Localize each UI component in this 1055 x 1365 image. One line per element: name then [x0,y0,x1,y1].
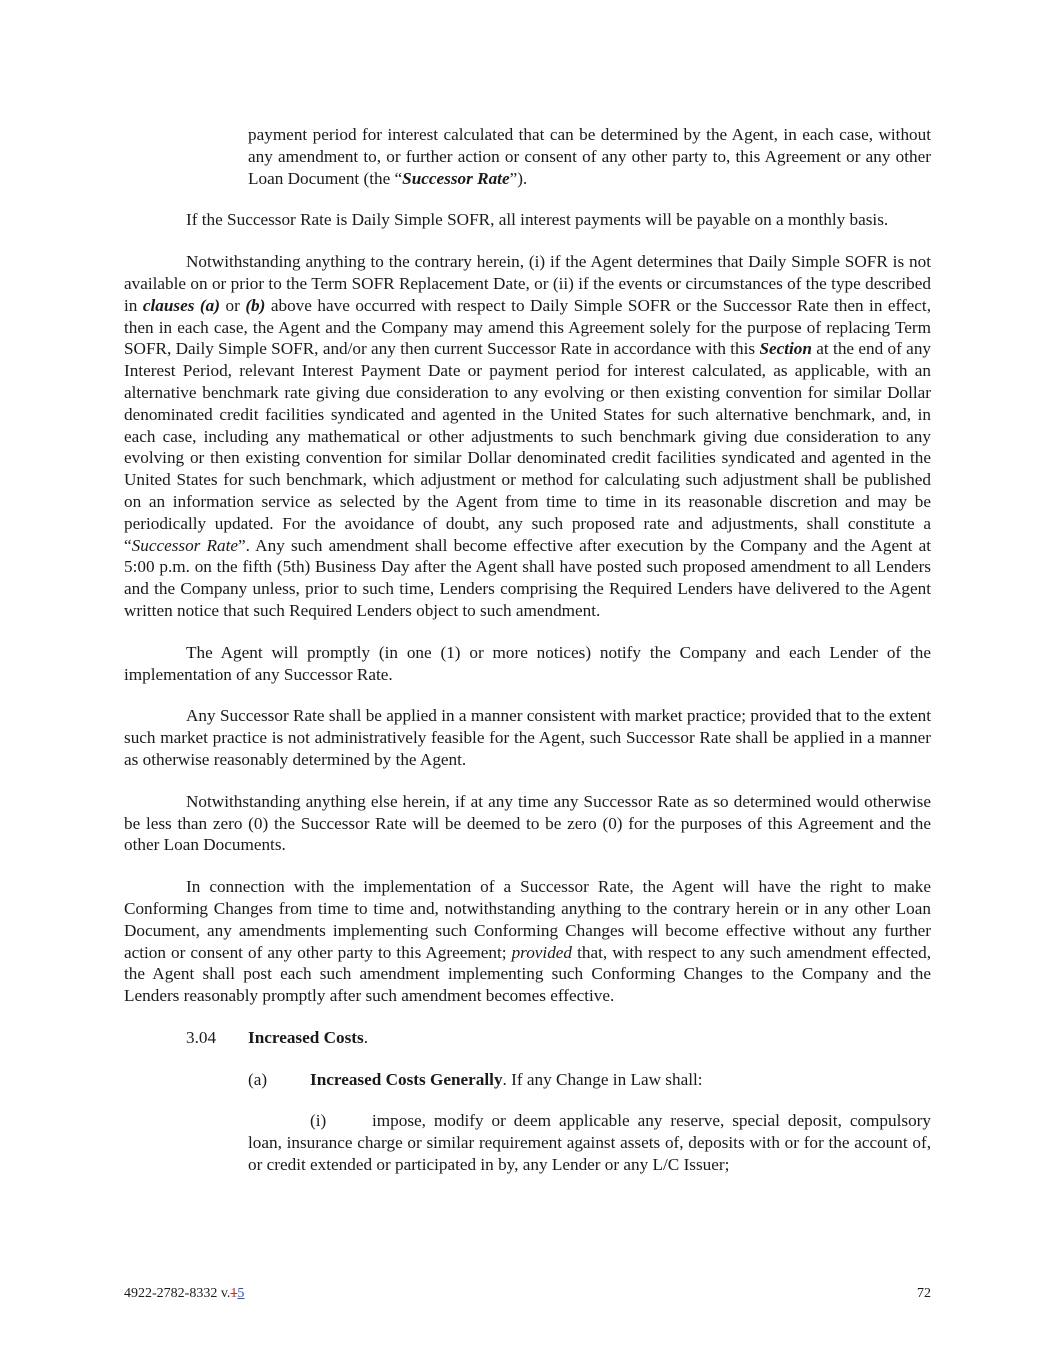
paragraph-notwithstanding [124,251,931,622]
provided-term: provided [511,942,573,962]
subsection-text: . If any Change in Law shall: [502,1069,703,1089]
paragraph-text: at the end of any Interest Period, relevant Interest Payment Date or payment period for interest calculated, as applicable, with an alternative benchmark rate giving due consideration to any evolving or then existing convention for similar Dollar denominated credit facilities syndicated and agented in the United States for such alternative benchmark, and, in each case, including any mathematical or other adjustments to such benchmark giving due consideration to any evolving or then existing convention for similar Dollar denominated credit facilities syndicated and agented in the United States for such benchmark, which adjustment or method for calculating such adjustment shall be published on an information service as selected by the Agent from time to time in its reasonable discretion and may be periodically updated. For the avoidance of doubt, any such proposed rate and adjustments, shall constitute a “ [124,339,932,555]
paragraph-daily-sofr: If the Successor Rate is Daily Simple SOFR, all interest payments will be payable on a monthly basis. [186,210,889,230]
deleted-version: 1 [230,1286,238,1301]
clause-i [248,1110,931,1175]
successor-rate-clause [248,124,931,189]
document-id-footer [124,1283,244,1305]
section-title: Increased Costs [248,1027,364,1047]
paragraph-text: or [219,295,246,315]
paragraph-text: ”. Any such amendment shall become effective after execution by the Company and the Agent at 5:00 p.m. on the fifth (5th) Business Day after the Agent shall have posted such proposed amendment to all Lenders and the Company unless, prior to such time, Lenders comprising the Required Lenders have delivered to the Agent written notice that such Required Lenders object to such amendment. [124,535,932,620]
paragraph-notify: The Agent will promptly (in one (1) or more notices) notify the Company and each Lender of the implementation of any Successor Rate. [124,642,931,684]
paragraph-market-practice: Any Successor Rate shall be applied in a manner consistent with market practice; provided that to the extent such market practice is not administratively feasible for the Agent, such Successor Rate shall be applied in a manner as otherwise reasonably determined by the Agent. [124,706,931,769]
subsection-number: (a) [248,1069,268,1089]
defined-term: Successor Rate [131,535,239,555]
paragraph-conforming-changes [124,876,931,1007]
section-reference: Section [759,339,812,359]
paragraph-text: In connection with the implementation of a Successor Rate, the Agent will have the right to make Conforming Changes from time to time and, notwithstanding anything to the contrary herein or in any other Loan Document, any amendments implementing such Conforming Changes will become effective without any further action or consent of any other party to this Agreement; [124,877,931,962]
paragraph-text: above have occurred with respect to Daily Simple SOFR or the Successor Rate then in effect, then in each case, the Agent and the Company may amend this Agreement solely for the purpose of replacing Term SOFR, Daily Simple SOFR, and/or any then current Successor Rate in accordance with this [124,295,932,359]
clause-reference: (b) [245,295,266,315]
section-number: 3.04 [186,1027,217,1047]
clause-reference: clauses (a) [142,295,220,315]
clause-text: impose, modify or deem applicable any reserve, special deposit, compulsory loan, insurance charge or similar requirement against assets of, deposits with or for the account of, or credit extended or participated in by, any Lender or any L/C Issuer; [248,1111,931,1175]
inserted-version: 5 [237,1286,245,1301]
page-number: 72 [917,1286,931,1301]
document-page [124,124,931,1176]
defined-term: Successor Rate [402,168,510,188]
subsection-title: Increased Costs Generally [310,1069,503,1089]
clause-number: (i) [310,1111,327,1131]
doc-id: 4922-2782-8332 v. [124,1286,231,1301]
paragraph-text: Notwithstanding anything to the contrary herein, (i) if the Agent determines that Daily Simple SOFR is not available on or prior to the Term SOFR Replacement Date, or (ii) if the events or circumstances of the type described in [124,252,931,315]
paragraph-text: that, with respect to any such amendment effected, the Agent shall post each such amendment implementing such Conforming Changes to the Company and the Lenders reasonably promptly after such amendment becomes effective. [124,942,931,1006]
section-heading-3-04 [186,1027,931,1049]
section-title-period: . [363,1027,368,1047]
clause-text: payment period for interest calculated that can be determined by the Agent, in each case, without any amendment to, or further action or consent of any other party to, this Agreement or any other Loan Document (the “ [248,125,931,188]
paragraph-zero-floor: Notwithstanding anything else herein, if at any time any Successor Rate as so determined would otherwise be less than zero (0) the Successor Rate will be deemed to be zero (0) for the purposes of this Agreement and the other Loan Documents. [124,791,931,855]
clause-text: ”). [509,168,528,188]
subsection-a [248,1069,931,1091]
